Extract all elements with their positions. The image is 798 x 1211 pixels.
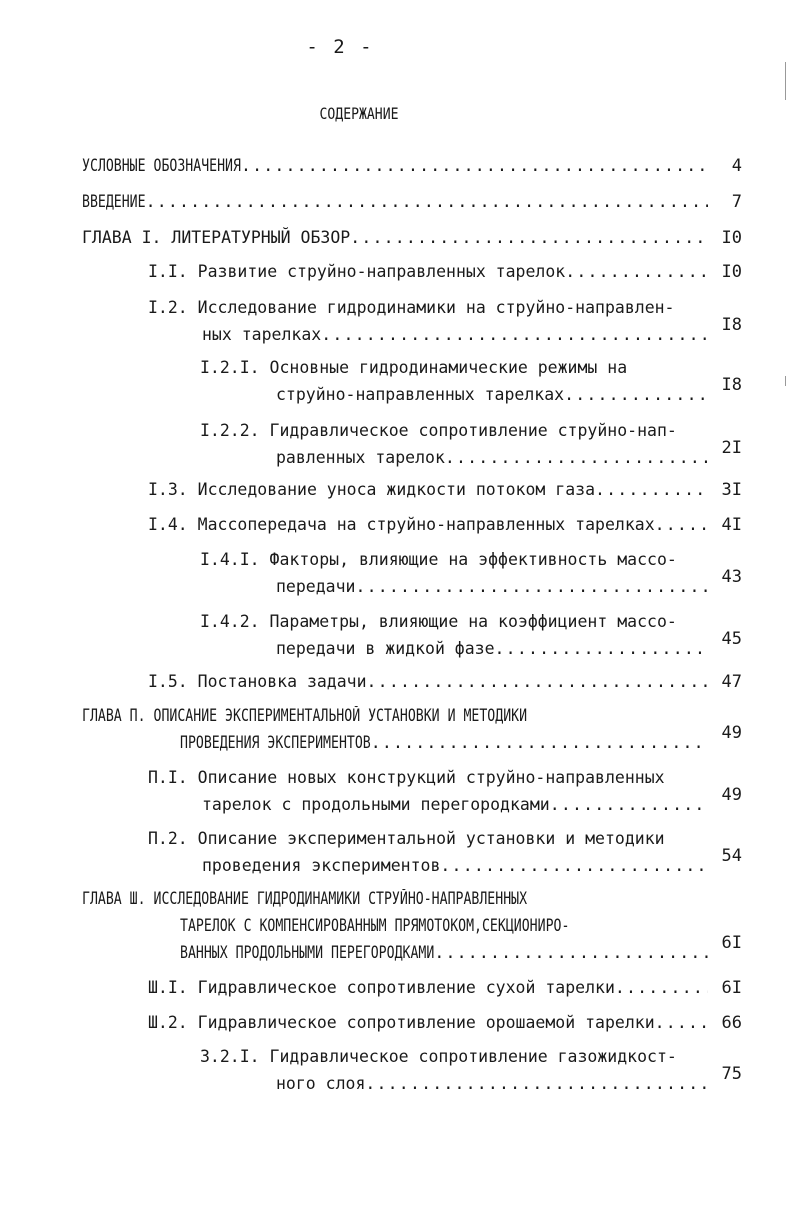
toc-entry-text: ных тарелках <box>202 325 322 344</box>
toc-page-number: 45 <box>721 629 742 649</box>
toc-entry-text: I.2.I. Основные гидродинамические режимы на <box>200 358 628 377</box>
toc-page-number: 4I <box>721 515 742 535</box>
toc-page-number: I8 <box>721 315 742 335</box>
toc-entry-text: равленных тарелок <box>276 448 445 467</box>
dot-leader <box>550 795 708 815</box>
toc-entry-text: Ш.2. Гидравлическое сопротивление орошаемой тарелки <box>148 1013 655 1032</box>
toc-entry-text: передачи в жидкой фазе <box>276 639 495 658</box>
toc-entry-text: струйно-направленных тарелках <box>276 385 565 404</box>
toc-page-number: 66 <box>721 1013 742 1033</box>
toc-entry-text: проведения экспериментов <box>202 856 441 875</box>
dot-leader <box>434 943 708 963</box>
toc-page-number: 6I <box>721 933 742 953</box>
toc-entry-text: I.2.2. Гидравлическое сопротивление струйно-нап- <box>200 421 677 440</box>
dot-leader <box>445 448 708 468</box>
dot-leader <box>365 1074 708 1094</box>
dot-leader <box>350 228 708 248</box>
dot-leader <box>495 639 708 659</box>
toc-entry-text: ТАРЕЛОК С КОМПЕНСИРОВАННЫМ ПРЯМОТОКОМ,СЕКЦИОНИРО- <box>180 916 570 935</box>
toc-entry-text: I.I. Развитие струйно-направленных тарелок <box>148 262 566 281</box>
dot-leader <box>440 856 708 876</box>
dot-leader <box>655 515 708 535</box>
toc-entry-text: I.2. Исследование гидродинамики на струйно-направлен- <box>148 298 675 317</box>
scan-edge-mark <box>785 376 786 386</box>
toc-entry-text: ГЛАВА I. ЛИТЕРАТУРНЫЙ ОБЗОР <box>82 228 351 247</box>
toc-entry-text: I.4.2. Параметры, влияющие на коэффициент массо- <box>200 612 677 631</box>
toc-page-number: 2I <box>721 438 742 458</box>
toc-page-number: 3I <box>721 480 742 500</box>
toc-entry-text: Ш.I. Гидравлическое сопротивление сухой тарелки <box>148 978 615 997</box>
page-title: СОДЕРЖАНИЕ <box>319 104 399 123</box>
toc-entry-text: П.2. Описание экспериментальной установки и методики <box>148 829 665 848</box>
dot-leader <box>321 325 708 345</box>
toc-entry-text: I.4.I. Факторы, влияющие на эффективность массо- <box>200 550 677 569</box>
dot-leader <box>146 192 708 212</box>
toc-page-number: 54 <box>721 846 742 866</box>
toc-entry-text: ГЛАВА Ш. ИССЛЕДОВАНИЕ ГИДРОДИНАМИКИ СТРУЙНО-НАПРАВЛЕННЫХ <box>82 889 528 908</box>
toc-entry-text: передачи <box>276 577 356 596</box>
dot-leader <box>655 1013 708 1033</box>
toc-page-number: 4 <box>731 156 742 176</box>
dot-leader <box>371 733 708 753</box>
toc-entry-text: I.4. Массопередача на струйно-направленных тарелках <box>148 515 655 534</box>
toc-page-number: I8 <box>721 375 742 395</box>
toc-entry-text: П.I. Описание новых конструкций струйно-направленных <box>148 768 665 787</box>
dot-leader <box>355 577 708 597</box>
dot-leader <box>564 385 708 405</box>
toc-page-number: 43 <box>721 567 742 587</box>
toc-page-number: 75 <box>721 1064 742 1084</box>
toc-page-number: I0 <box>721 262 742 282</box>
scan-edge-mark <box>785 62 786 100</box>
dot-leader <box>595 480 708 500</box>
dot-leader <box>565 262 708 282</box>
toc-page-number: I0 <box>721 228 742 248</box>
toc-page-number: 6I <box>721 978 742 998</box>
dot-leader <box>367 672 708 692</box>
toc-page-number: 49 <box>721 785 742 805</box>
dot-leader <box>241 156 708 176</box>
toc-entry-text: ВВЕДЕНИЕ <box>82 192 146 211</box>
toc-entry-text: тарелок с продольными перегородками <box>202 795 550 814</box>
dot-leader <box>615 978 708 998</box>
toc-entry-text: ПРОВЕДЕНИЯ ЭКСПЕРИМЕНТОВ <box>180 733 371 752</box>
toc-entry-text: 3.2.I. Гидравлическое сопротивление газожидкост- <box>200 1047 677 1066</box>
toc-entry-text: УСЛОВНЫЕ ОБОЗНАЧЕНИЯ <box>82 156 241 175</box>
toc-entry-text: I.3. Исследование уноса жидкости потоком газа <box>148 480 596 499</box>
page-number: - 2 - <box>306 36 374 58</box>
toc-page-number: 49 <box>721 723 742 743</box>
toc-page-number: 47 <box>721 672 742 692</box>
toc-entry-text: I.5. Постановка задачи <box>148 672 367 691</box>
toc-page-number: 7 <box>731 192 742 212</box>
toc-entry-text: ГЛАВА П. ОПИСАНИЕ ЭКСПЕРИМЕНТАЛЬНОЙ УСТАНОВКИ И МЕТОДИКИ <box>82 706 528 725</box>
toc-entry-text: ВАННЫХ ПРОДОЛЬНЫМИ ПЕРЕГОРОДКАМИ <box>180 943 435 962</box>
toc-entry-text: ного слоя <box>276 1074 366 1093</box>
